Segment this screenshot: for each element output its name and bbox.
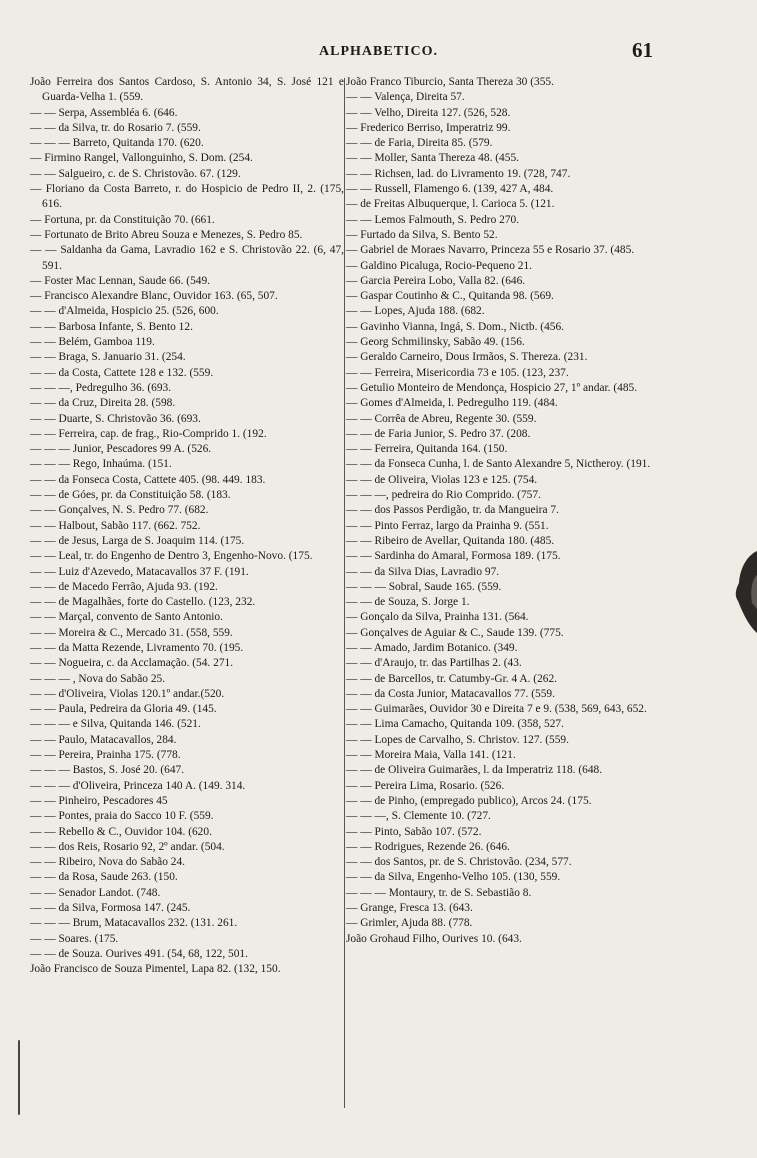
column-divider bbox=[344, 78, 345, 1108]
directory-entry: — — — Rego, Inhaúma. (151. bbox=[30, 458, 172, 471]
directory-entry: — — da Matta Rezende, Livramento 70. (195. bbox=[30, 641, 244, 654]
directory-entry: — — Paula, Pedreira da Gloria 49. (145. bbox=[30, 703, 217, 716]
running-title: ALPHABETICO. bbox=[319, 44, 438, 59]
directory-entry: — — — Bastos, S. José 20. (647. bbox=[30, 764, 185, 777]
directory-entry: — Furtado da Silva, S. Bento 52. bbox=[346, 228, 498, 241]
directory-entry: — — Valença, Direita 57. bbox=[346, 91, 465, 104]
directory-entry: — Garcia Pereira Lobo, Valla 82. (646. bbox=[346, 274, 526, 287]
ink-blot bbox=[730, 545, 757, 637]
directory-entry: — — Senador Landot. (748. bbox=[30, 886, 161, 899]
directory-entry: — Gaspar Coutinho & C., Quitanda 98. (569. bbox=[346, 290, 554, 303]
directory-entry: — — Amado, Jardim Botanico. (349. bbox=[346, 641, 518, 654]
directory-entry: — Fortunato de Brito Abreu Souza e Menezes, S. Pedro 85. bbox=[30, 228, 303, 241]
directory-entry: — — —, Pedregulho 36. (693. bbox=[30, 381, 172, 394]
directory-entry: — Gonçalo da Silva, Prainha 131. (564. bbox=[346, 611, 529, 624]
directory-entry: — — da Rosa, Saude 263. (150. bbox=[30, 871, 178, 884]
directory-entry: — — Pinheiro, Pescadores 45 bbox=[30, 794, 168, 807]
directory-entry: — — Lopes de Carvalho, S. Christov. 127. (559. bbox=[346, 733, 569, 746]
directory-entry: — — Paulo, Matacavallos, 284. bbox=[30, 733, 177, 746]
directory-entry: — — Belém, Gamboa 119. bbox=[30, 336, 155, 349]
directory-entry: — — Leal, tr. do Engenho de Dentro 3, Engenho-Novo. (175. bbox=[30, 550, 313, 563]
directory-entry: — — d'Araujo, tr. das Partilhas 2. (43. bbox=[346, 657, 522, 670]
directory-entry: — — Rebello & C., Ouvidor 104. (620. bbox=[30, 825, 212, 838]
directory-entry: — Galdino Picaluga, Rocio-Pequeno 21. bbox=[346, 259, 533, 272]
directory-entry: — — Pinto, Sabão 107. (572. bbox=[346, 825, 482, 838]
page-header bbox=[0, 40, 757, 70]
directory-entry: — — d'Oliveira, Violas 120.1º andar.(520. bbox=[30, 687, 225, 700]
directory-entry: — — — Junior, Pescadores 99 A. (526. bbox=[30, 443, 212, 456]
directory-entry: — — — Brum, Matacavallos 232. (131. 261. bbox=[30, 917, 238, 930]
directory-entry: — — de Faria, Direita 85. (579. bbox=[346, 137, 493, 150]
directory-entry: João Grohaud Filho, Ourives 10. (643. bbox=[346, 932, 522, 945]
right-column bbox=[346, 75, 658, 1150]
directory-entry: — — de Magalhães, forte do Castello. (123, 232. bbox=[30, 596, 256, 609]
directory-entry: — — Halbout, Sabão 117. (662. 752. bbox=[30, 519, 201, 532]
directory-entry: — — Pontes, praia do Sacco 10 F. (559. bbox=[30, 810, 214, 823]
directory-entry: — — da Cruz, Direita 28. (598. bbox=[30, 397, 176, 410]
directory-entry: — Georg Schmilinsky, Sabão 49. (156. bbox=[346, 336, 525, 349]
directory-entry: — Geraldo Carneiro, Dous Irmãos, S. Thereza. (231. bbox=[346, 351, 588, 364]
directory-entry: — — Richsen, lad. do Livramento 19. (728, 747. bbox=[346, 167, 571, 180]
directory-entry: — Gavinho Vianna, Ingá, S. Dom., Nictb. (456. bbox=[346, 320, 565, 333]
directory-entry: — — — d'Oliveira, Princeza 140 A. (149. 314. bbox=[30, 779, 246, 792]
directory-entry: — — Saldanha da Gama, Lavradio 162 e S. Christovão 22. (6, 47, 591. bbox=[30, 244, 344, 272]
directory-entry: — — de Barcellos, tr. Catumby-Gr. 4 A. (262. bbox=[346, 672, 558, 685]
directory-entry: — — da Silva, tr. do Rosario 7. (559. bbox=[30, 121, 201, 134]
directory-entry: — — da Fonseca Costa, Cattete 405. (98. 449. 183. bbox=[30, 473, 266, 486]
directory-entry: — — Sardinha do Amaral, Formosa 189. (175. bbox=[346, 550, 561, 563]
directory-entry: — Francisco Alexandre Blanc, Ouvidor 163. (65, 507. bbox=[30, 290, 278, 303]
directory-entry: — — da Silva, Formosa 147. (245. bbox=[30, 902, 191, 915]
directory-entry: — — de Souza, S. Jorge 1. bbox=[346, 596, 470, 609]
directory-entry: — — de Jesus, Larga de S. Joaquim 114. (175. bbox=[30, 534, 245, 547]
directory-entry: — — da Silva Dias, Lavradio 97. bbox=[346, 565, 500, 578]
directory-entry: João Ferreira dos Santos Cardoso, S. Antonio 34, S. José 121 e Guarda-Velha 1. (559. bbox=[30, 76, 344, 104]
directory-entry: — — da Costa Junior, Matacavallos 77. (559. bbox=[346, 687, 555, 700]
directory-entry: João Francisco de Souza Pimentel, Lapa 82. (132, 150. bbox=[30, 963, 281, 976]
directory-entry: — — Marçal, convento de Santo Antonio. bbox=[30, 611, 223, 624]
directory-entry: — — Moreira Maia, Valla 141. (121. bbox=[346, 749, 516, 762]
directory-entry: — — Ferreira, Misericordia 73 e 105. (123, 237. bbox=[346, 366, 569, 379]
directory-entry: — — de Oliveira, Violas 123 e 125. (754. bbox=[346, 473, 538, 486]
directory-entry: — — — Montaury, tr. de S. Sebastião 8. bbox=[346, 886, 532, 899]
directory-entry: — — — Sobral, Saude 165. (559. bbox=[346, 580, 502, 593]
directory-entry: — — Salgueiro, c. de S. Christovão. 67. (129. bbox=[30, 167, 241, 180]
directory-entry: — Gabriel de Moraes Navarro, Princeza 55 e Rosario 37. (485. bbox=[346, 244, 635, 257]
directory-entry: — Grimler, Ajuda 88. (778. bbox=[346, 917, 473, 930]
directory-entry: — — — e Silva, Quitanda 146. (521. bbox=[30, 718, 201, 731]
margin-mark bbox=[18, 1040, 20, 1115]
directory-entry: — — de Pinho, (empregado publico), Arcos 24. (175. bbox=[346, 794, 592, 807]
directory-entry: — — de Souza. Ourives 491. (54, 68, 122, 501. bbox=[30, 947, 248, 960]
directory-entry: — — Guimarães, Ouvidor 30 e Direita 7 e 9. (538, 569, 643, 652. bbox=[346, 703, 647, 716]
directory-entry: — — de Macedo Ferrão, Ajuda 93. (192. bbox=[30, 580, 218, 593]
directory-entry: — — Gonçalves, N. S. Pedro 77. (682. bbox=[30, 504, 209, 517]
directory-entry: — — dos Santos, pr. de S. Christovão. (234, 577. bbox=[346, 856, 572, 869]
directory-entry: — — Ribeiro, Nova do Sabão 24. bbox=[30, 856, 186, 869]
directory-entry: — Gomes d'Almeida, l. Pedregulho 119. (484. bbox=[346, 397, 558, 410]
directory-entry: — — de Faria Junior, S. Pedro 37. (208. bbox=[346, 427, 531, 440]
directory-entry: — — —, pedreira do Rio Comprido. (757. bbox=[346, 489, 541, 502]
directory-entry: — — Russell, Flamengo 6. (139, 427 A, 484. bbox=[346, 183, 554, 196]
directory-entry: — — Velho, Direita 127. (526, 528. bbox=[346, 106, 511, 119]
directory-entry: — — Lopes, Ajuda 188. (682. bbox=[346, 305, 485, 318]
page-number: 61 bbox=[632, 38, 653, 62]
directory-entry: — de Freitas Albuquerque, l. Carioca 5. (121. bbox=[346, 198, 555, 211]
directory-entry: — — Lemos Falmouth, S. Pedro 270. bbox=[346, 213, 520, 226]
directory-entry: — Grange, Fresca 13. (643. bbox=[346, 902, 473, 915]
left-column bbox=[30, 75, 344, 1150]
directory-entry: — — Pinto Ferraz, largo da Prainha 9. (551. bbox=[346, 519, 549, 532]
directory-entry: — Foster Mac Lennan, Saude 66. (549. bbox=[30, 274, 210, 287]
directory-entry: — Floriano da Costa Barreto, r. do Hospicio de Pedro II, 2. (175, 616. bbox=[30, 183, 344, 211]
directory-entry: — Getulio Monteiro de Mendonça, Hospicio 27, 1º andar. (485. bbox=[346, 381, 638, 394]
directory-entry: — — Ferreira, Quitanda 164. (150. bbox=[346, 443, 508, 456]
directory-entry: — — dos Reis, Rosario 92, 2º andar. (504. bbox=[30, 840, 225, 853]
directory-entry: — Frederico Berriso, Imperatriz 99. bbox=[346, 121, 511, 134]
directory-entry: — — Duarte, S. Christovão 36. (693. bbox=[30, 412, 201, 425]
directory-entry: — — de Góes, pr. da Constituição 58. (183. bbox=[30, 489, 231, 502]
directory-entry: — — Lima Camacho, Quitanda 109. (358, 527. bbox=[346, 718, 564, 731]
directory-entry: — — Corrêa de Abreu, Regente 30. (559. bbox=[346, 412, 537, 425]
directory-entry: — Fortuna, pr. da Constituição 70. (661. bbox=[30, 213, 215, 226]
directory-entry: — — Moller, Santa Thereza 48. (455. bbox=[346, 152, 519, 165]
directory-entry: — — — , Nova do Sabão 25. bbox=[30, 672, 166, 685]
directory-entry: — — Soares. (175. bbox=[30, 932, 119, 945]
directory-entry: — — da Costa, Cattete 128 e 132. (559. bbox=[30, 366, 214, 379]
directory-entry: — — Rodrigues, Rezende 26. (646. bbox=[346, 840, 510, 853]
directory-entry: — — Moreira & C., Mercado 31. (558, 559. bbox=[30, 626, 233, 639]
directory-entry: — — da Fonseca Cunha, l. de Santo Alexandre 5, Nictheroy. (191. bbox=[346, 458, 651, 471]
directory-entry: — — Ribeiro de Avellar, Quitanda 180. (485. bbox=[346, 534, 555, 547]
directory-entry: — — Nogueira, c. da Acclamação. (54. 271. bbox=[30, 657, 234, 670]
directory-entry: — Firmino Rangel, Vallonguinho, S. Dom. (254. bbox=[30, 152, 253, 165]
directory-entry: João Franco Tiburcio, Santa Thereza 30 (355. bbox=[346, 76, 554, 88]
directory-entry: — — Serpa, Assembléa 6. (646. bbox=[30, 106, 178, 119]
directory-entry: — — dos Passos Perdigão, tr. da Mangueira 7. bbox=[346, 504, 559, 517]
directory-entry: — — Barbosa Infante, S. Bento 12. bbox=[30, 320, 193, 333]
directory-entry: — — Pereira Lima, Rosario. (526. bbox=[346, 779, 505, 792]
directory-entry: — — Pereira, Prainha 175. (778. bbox=[30, 749, 181, 762]
directory-entry: — — — Barreto, Quitanda 170. (620. bbox=[30, 137, 204, 150]
directory-entry: — — d'Almeida, Hospicio 25. (526, 600. bbox=[30, 305, 219, 318]
directory-entry: — — Ferreira, cap. de frag., Rio-Comprido 1. (192. bbox=[30, 427, 267, 440]
directory-entry: — — Braga, S. Januario 31. (254. bbox=[30, 351, 186, 364]
directory-entry: — Gonçalves de Aguiar & C., Saude 139. (775. bbox=[346, 626, 564, 639]
directory-entry: — — Luiz d'Azevedo, Matacavallos 37 F. (191. bbox=[30, 565, 249, 578]
directory-entry: — — da Silva, Engenho-Velho 105. (130, 559. bbox=[346, 871, 561, 884]
directory-entry: — — de Oliveira Guimarães, l. da Imperatriz 118. (648. bbox=[346, 764, 603, 777]
directory-entry: — — —, S. Clemente 10. (727. bbox=[346, 810, 491, 823]
